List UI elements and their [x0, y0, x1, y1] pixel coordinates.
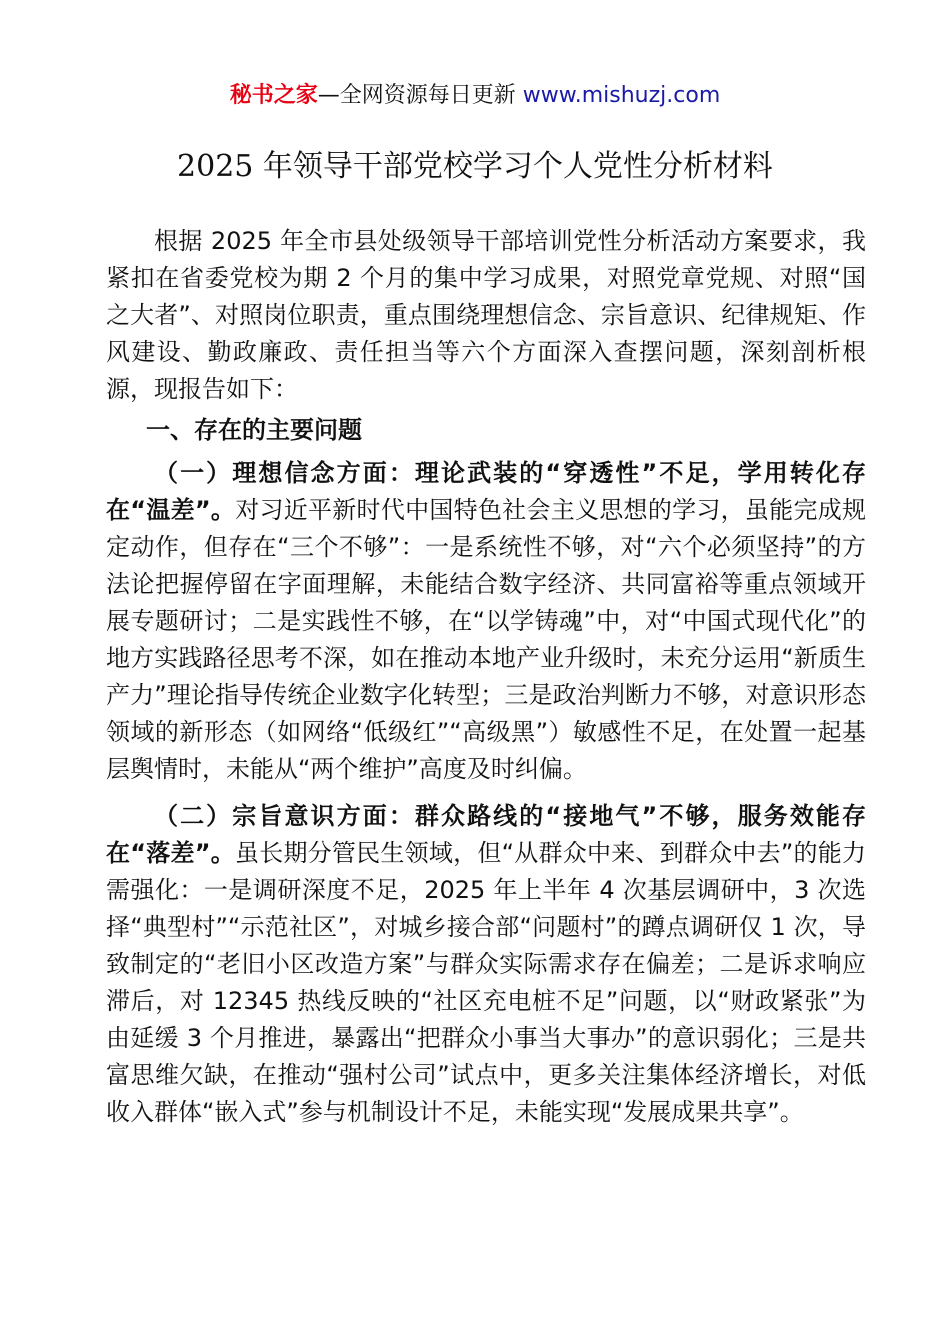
intro-paragraph: 根据 2025 年全市县处级领导干部培训党性分析活动方案要求，我紧扣在省委党校为期 2 个月的集中学习成果，对照党章党规、对照“国之大者”、对照岗位职责，重点围绕理想信念、宗旨意识、纪律规矩、作风建设、勤政廉政、责任担当等六个方面深入查摆问题，深刻剖析根源，现报告如下： — [106, 227, 866, 403]
subsection-heading: （一）理想信念方面：理论武装的“穿透性”不足，学用转化存在“温差”。 — [106, 459, 866, 524]
subsection-heading: （二）宗旨意识方面：群众路线的“接地气”不够，服务效能存在“落差”。 — [106, 802, 866, 867]
subsection-body: 对习近平新时代中国特色社会主义思想的学习，虽能完成规定动作，但存在“三个不够”：一是系统性不够，对“六个必须坚持”的方法论把握停留在字面理解，未能结合数字经济、共同富裕等重点领域开展专题研讨；二是实践性不够，在“以学铸魂”中，对“中国式现代化”的地方实践路径思考不深，如在推动本地产业升级时，未充分运用“新质生产力”理论指导传统企业数字化转型；三是政治判断力不够，对意识形态领域的新形态（如网络“低级红”“高级黑”）敏感性不足，在处置一起基层舆情时，未能从“两个维护”高度及时纠偏。 — [106, 496, 867, 783]
subsection-1 — [106, 455, 866, 788]
header-slogan: —全网资源每日更新 — [317, 83, 516, 108]
subsection-body: 虽长期分管民生领域，但“从群众中来、到群众中去”的能力需强化：一是调研深度不足，2025 年上半年 4 次基层调研中，3 次选择“典型村”“示范社区”，对城乡接合部“问题村”的蹲点调研仅 1 次，导致制定的“老旧小区改造方案”与群众实际需求存在偏差；二是诉求响应滞后，对 12345 热线反映的“社区充电桩不足”问题，以“财政紧张”为由延缓 3 个月推进，暴露出“把群众小事当大事办”的意识弱化；三是共富思维欠缺，在推动“强村公司”试点中，更多关注集体经济增长，对低收入群体“嵌入式”参与机制设计不足，未能实现“发展成果共享”。 — [106, 839, 866, 1126]
document-title: 2025 年领导干部党校学习个人党性分析材料 — [177, 149, 773, 184]
site-header — [0, 80, 950, 112]
brand-name: 秘书之家 — [229, 83, 318, 108]
site-url-link[interactable]: www.mishuzj.com — [522, 83, 721, 108]
subsection-2 — [106, 798, 866, 1131]
document-body — [106, 223, 866, 1131]
section-heading: 一、存在的主要问题 — [146, 416, 362, 444]
